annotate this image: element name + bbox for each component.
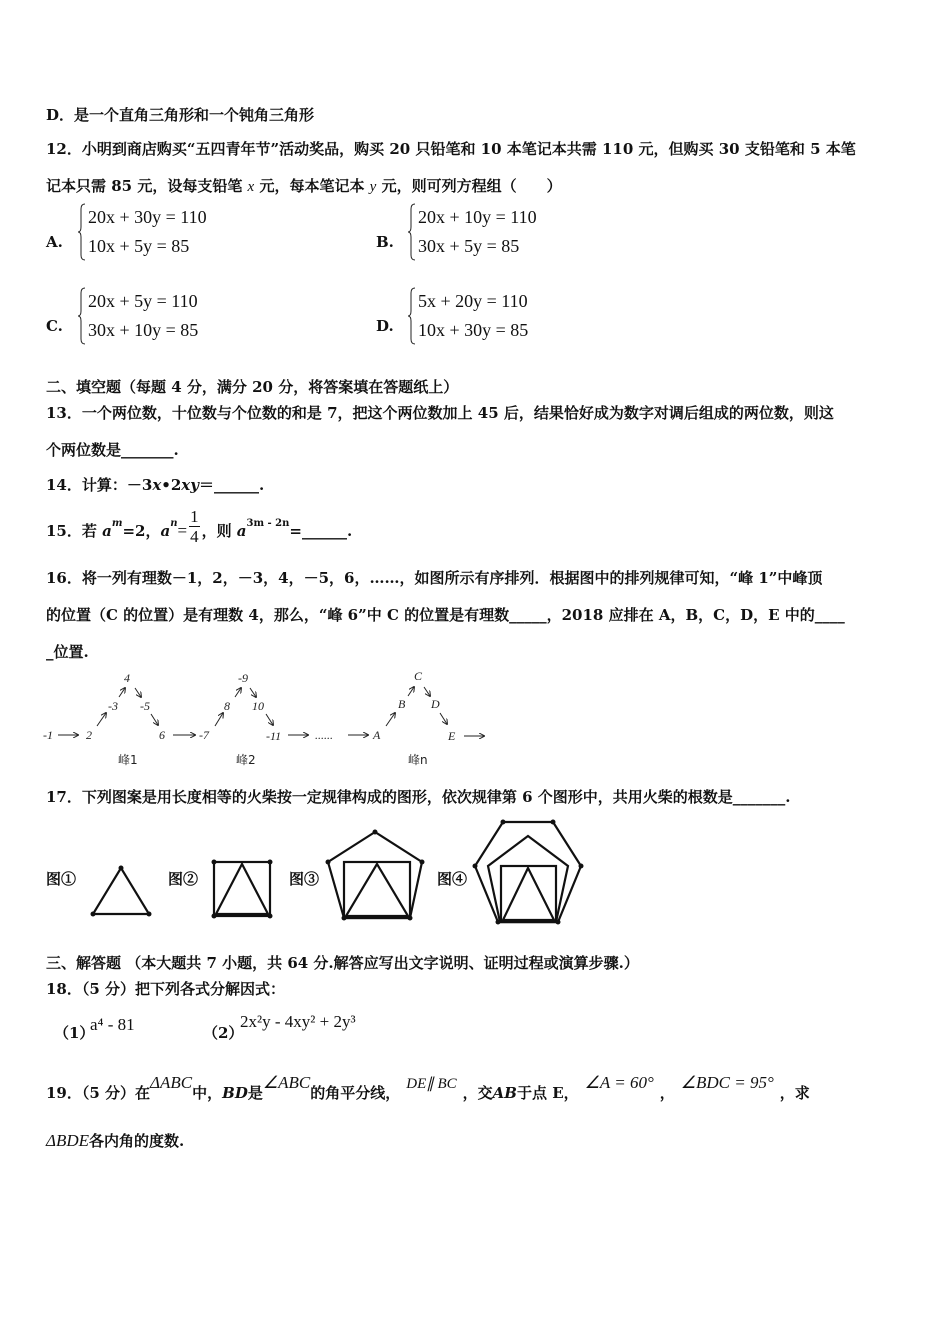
figure-label-2: 图② (168, 870, 199, 888)
q16-line3: _位置. (46, 643, 89, 661)
seq-num: -5 (140, 699, 150, 713)
equation: 20x + 30y = 110 (88, 207, 207, 227)
seq-num: -7 (199, 728, 209, 742)
equation: 10x + 5y = 85 (88, 236, 190, 256)
q12-option-b-system (410, 203, 537, 261)
brace-icon (408, 287, 416, 345)
q12-option-d-system (410, 287, 528, 345)
peak-label: 峰1 (118, 753, 138, 767)
seq-num: 2 (86, 728, 92, 742)
q18-part1-expr: a⁴ - 81 (90, 1015, 135, 1034)
equation: 20x + 5y = 110 (88, 291, 198, 311)
q18-part2-expr: 2x²y - 4xy² + 2y³ (240, 1012, 356, 1031)
brace-icon (78, 287, 86, 345)
equation: 10x + 30y = 85 (418, 320, 529, 340)
q18-part1-label: （1） (54, 1024, 95, 1042)
q12-option-a-system (80, 203, 207, 261)
equation: 5x + 20y = 110 (418, 291, 528, 311)
matchstick-triangle-shape (93, 868, 149, 914)
seq-num: 4 (124, 671, 130, 685)
q17-text: 17．下列图案是用长度相等的火柴按一定规律构成的图形，依次规律第 6 个图形中，共用火柴的根数是_______. (46, 788, 791, 806)
equation: 30x + 10y = 85 (88, 320, 199, 340)
option-d-text: D．是一个直角三角形和一个钝角三角形 (46, 106, 315, 124)
seq-num: ...... (315, 728, 333, 742)
q12-option-c-label[interactable]: C. (46, 317, 63, 335)
equation: 30x + 5y = 85 (418, 236, 520, 256)
peak-label: 峰2 (236, 753, 256, 767)
figure-label-3: 图③ (289, 870, 320, 888)
q13-line2: 个两位数是_______. (46, 441, 179, 459)
seq-num: -3 (108, 699, 118, 713)
q16-line2: 的位置（C 的位置）是有理数 4，那么，“峰 6”中 C 的位置是有理数_____，2018 应排在 A，B，C，D，E 中的____ (46, 606, 845, 624)
q14-text: 14．计算：－3x•2xy＝______. (46, 476, 265, 494)
q12-line1: 12．小明到商店购买“五四青年节”活动奖品，购买 20 只铅笔和 10 本笔记本共需 110 元，但购买 30 支铅笔和 5 本笔 (46, 140, 856, 158)
matchstick-figures (88, 818, 608, 928)
matchstick-pentagon-shape (328, 832, 422, 918)
q12-option-d-label[interactable]: D. (376, 317, 394, 335)
q18-part2-label: （2） (203, 1024, 244, 1042)
brace-icon (78, 203, 86, 261)
q19-line2: ΔBDE各内角的度数. (46, 1131, 185, 1150)
q12-option-a-label[interactable]: A. (46, 233, 63, 251)
q18-text: 18．（5 分）把下列各式分解因式： (46, 980, 286, 998)
section2-title: 二、填空题（每题 4 分，满分 20 分，将答案填在答题纸上） (46, 378, 459, 396)
seq-letter: C (414, 669, 423, 683)
brace-icon (408, 203, 416, 261)
equation: 20x + 10y = 110 (418, 207, 537, 227)
figure-label-1: 图① (46, 870, 77, 888)
seq-letter: B (398, 697, 406, 711)
seq-letter: A (373, 728, 381, 742)
q15-fraction: $\frac{1}{4}$ (190, 507, 199, 546)
seq-num: -11 (266, 729, 282, 743)
seq-letter: D (431, 697, 440, 711)
peak-sequence-figure (40, 664, 500, 772)
seq-num: -9 (238, 671, 248, 685)
seq-letter: E (448, 729, 456, 743)
figure-label-4: 图④ (437, 870, 468, 888)
seq-num: 8 (224, 699, 230, 713)
seq-num: 6 (159, 728, 165, 742)
q15-text: 15．若 $a^m=2$，$a^n=$ $\frac{1}{4}$ ，则 $a^{3m - 2n}=\_\_\_\_\_\_$. (46, 507, 353, 546)
q12-option-c-system (80, 287, 198, 345)
q12-line2: 记本只需 85 元，设每支铅笔 x 元，每本笔记本 y 元，则可列方程组（ ） (46, 177, 562, 195)
peak-label: 峰n (408, 753, 428, 767)
matchstick-square-shape (214, 862, 270, 916)
section3-title: 三、解答题 （本大题共 7 小题，共 64 分.解答应写出文字说明、证明过程或演算步骤.） (46, 954, 639, 972)
seq-num: -1 (43, 728, 53, 742)
seq-num: 10 (252, 699, 264, 713)
q12-option-b-label[interactable]: B. (376, 233, 394, 251)
q19-line1: 19．（5 分）在ΔABC中，BD是∠ABC的角平分线， DE∥ BC ，交AB于点 E，∠A = 60°，∠BDC = 95°，求 (46, 1073, 810, 1102)
q13-line1: 13．一个两位数，十位数与个位数的和是 7，把这个两位数加上 45 后，结果恰好成为数字对调后组成的两位数，则这 (46, 404, 834, 422)
q16-line1: 16．将一列有理数－1，2，－3，4，－5，6，……，如图所示有序排列．根据图中的排列规律可知，“峰 1”中峰顶 (46, 569, 823, 587)
